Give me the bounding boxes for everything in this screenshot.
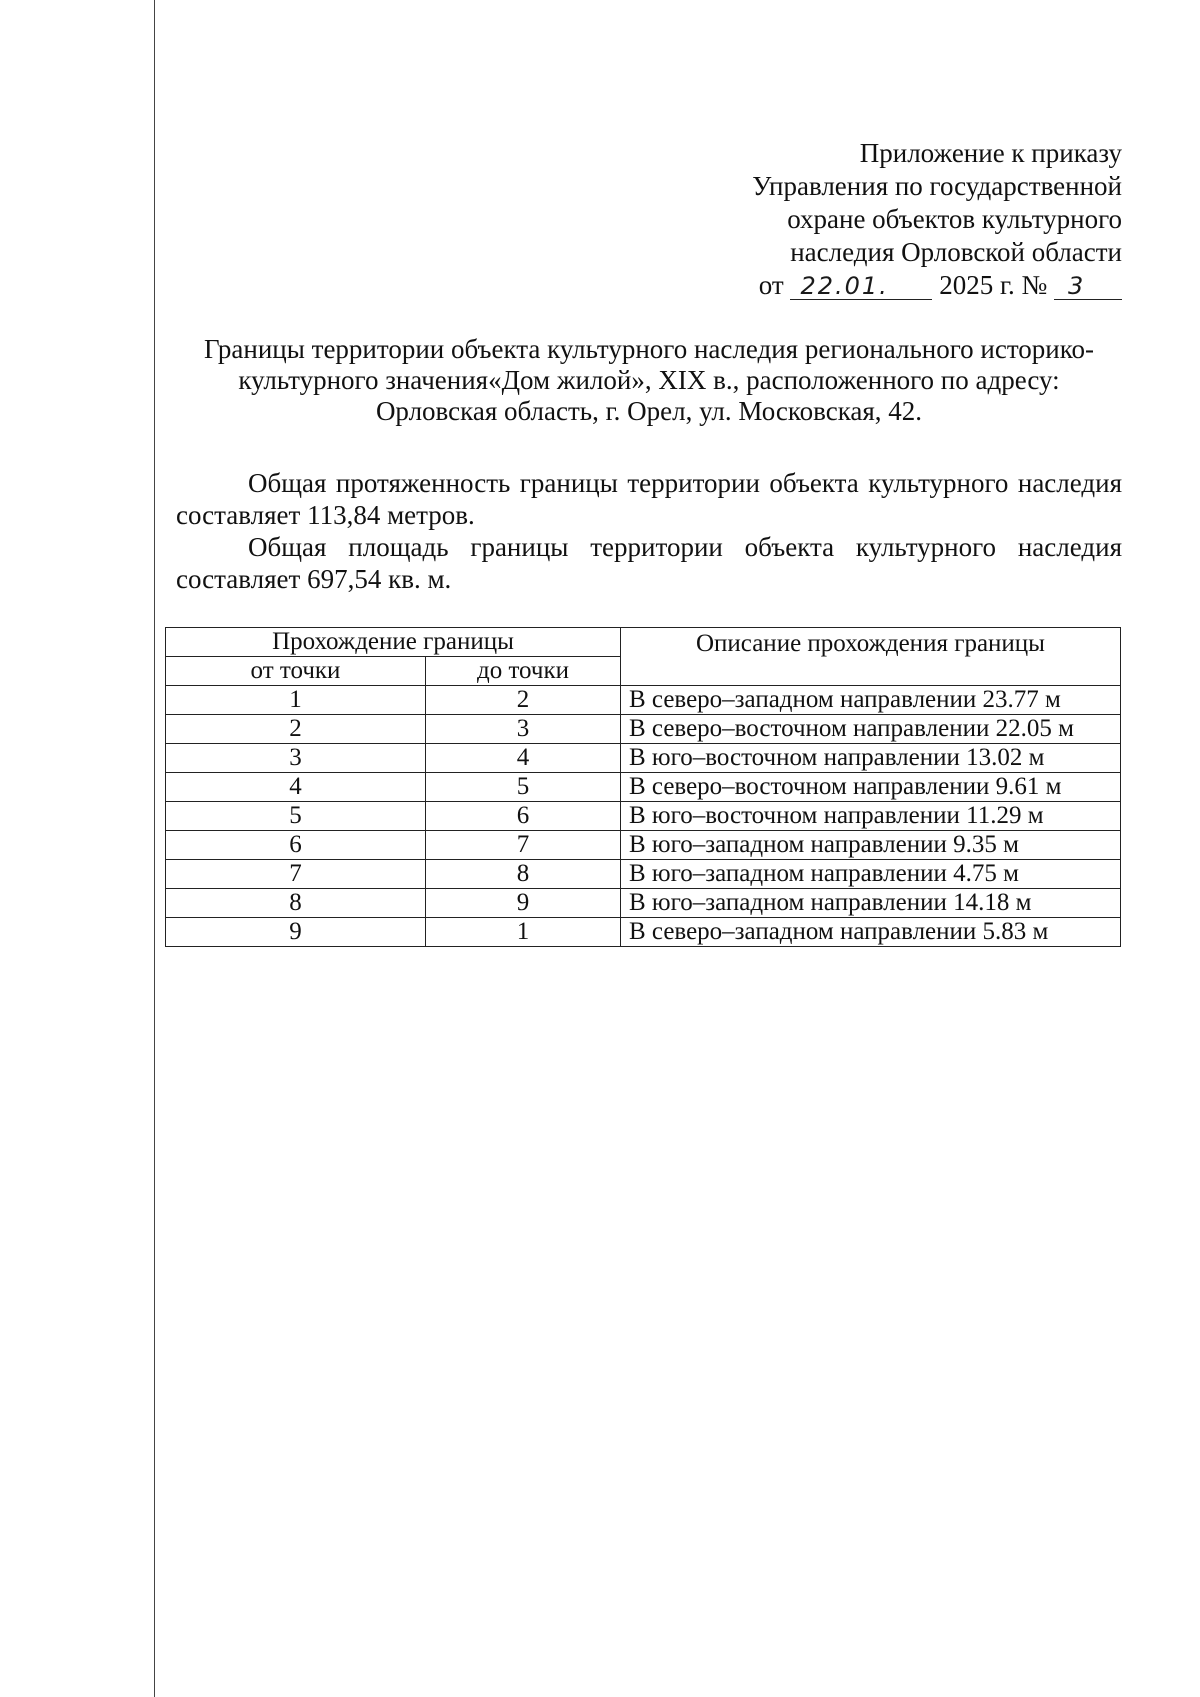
cell-to: 9 [426, 889, 621, 918]
boundary-table [165, 627, 1121, 947]
boundary-area-paragraph: Общая площадь границы территории объекта культурного наследия составляет 697,54 кв. м. [176, 532, 1122, 594]
cell-description: В северо–восточном направлении 22.05 м [621, 715, 1121, 744]
appendix-line: наследия Орловской области [790, 237, 1122, 267]
order-reference [752, 269, 1122, 302]
appendix-line: Приложение к приказу [859, 138, 1122, 168]
header-description: Описание прохождения границы [621, 628, 1121, 686]
table-row [166, 773, 1121, 802]
cell-from: 2 [166, 715, 426, 744]
table-row [166, 744, 1121, 773]
table-row [166, 715, 1121, 744]
cell-description: В юго–западном направлении 14.18 м [621, 889, 1121, 918]
appendix-line: охране объектов культурного [787, 204, 1122, 234]
header-to-point: до точки [426, 657, 621, 686]
appendix-line: Управления по государственной [752, 171, 1122, 201]
document-title: Границы территории объекта культурного наследия регионального историко-культурного значения«Дом жилой», XIX в., расположенного по адресу: Орловская область, г. Орел, ул. Московская, 42. [204, 334, 1094, 426]
boundary-length-paragraph: Общая протяженность границы территории объекта культурного наследия составляет 113,84 метров. [176, 468, 1122, 530]
cell-description: В северо–восточном направлении 9.61 м [621, 773, 1121, 802]
cell-description: В северо–западном направлении 23.77 м [621, 686, 1121, 715]
cell-from: 3 [166, 744, 426, 773]
table-row [166, 918, 1121, 947]
cell-to: 6 [426, 802, 621, 831]
cell-description: В юго–западном направлении 9.35 м [621, 831, 1121, 860]
cell-description: В северо–западном направлении 5.83 м [621, 918, 1121, 947]
table-row [166, 831, 1121, 860]
cell-description: В юго–восточном направлении 11.29 м [621, 802, 1121, 831]
cell-description: В юго–восточном направлении 13.02 м [621, 744, 1121, 773]
appendix-header [752, 137, 1122, 302]
cell-from: 4 [166, 773, 426, 802]
header-boundary-passage: Прохождение границы [166, 628, 621, 657]
order-prefix: от [758, 270, 784, 300]
cell-from: 1 [166, 686, 426, 715]
cell-to: 8 [426, 860, 621, 889]
cell-to: 4 [426, 744, 621, 773]
cell-to: 2 [426, 686, 621, 715]
table-row [166, 802, 1121, 831]
order-date-handwritten: 22.01. [790, 273, 932, 300]
order-year: 2025 г. № [939, 270, 1048, 300]
cell-to: 5 [426, 773, 621, 802]
cell-from: 5 [166, 802, 426, 831]
cell-description: В юго–западном направлении 4.75 м [621, 860, 1121, 889]
cell-from: 9 [166, 918, 426, 947]
cell-from: 6 [166, 831, 426, 860]
header-from-point: от точки [166, 657, 426, 686]
table-row [166, 889, 1121, 918]
table-row [166, 686, 1121, 715]
table-header-row [166, 628, 1121, 657]
order-number-handwritten: 3 [1054, 273, 1122, 300]
cell-to: 7 [426, 831, 621, 860]
cell-to: 3 [426, 715, 621, 744]
page-edge-line [154, 0, 155, 1697]
cell-from: 7 [166, 860, 426, 889]
cell-to: 1 [426, 918, 621, 947]
table-row [166, 860, 1121, 889]
cell-from: 8 [166, 889, 426, 918]
